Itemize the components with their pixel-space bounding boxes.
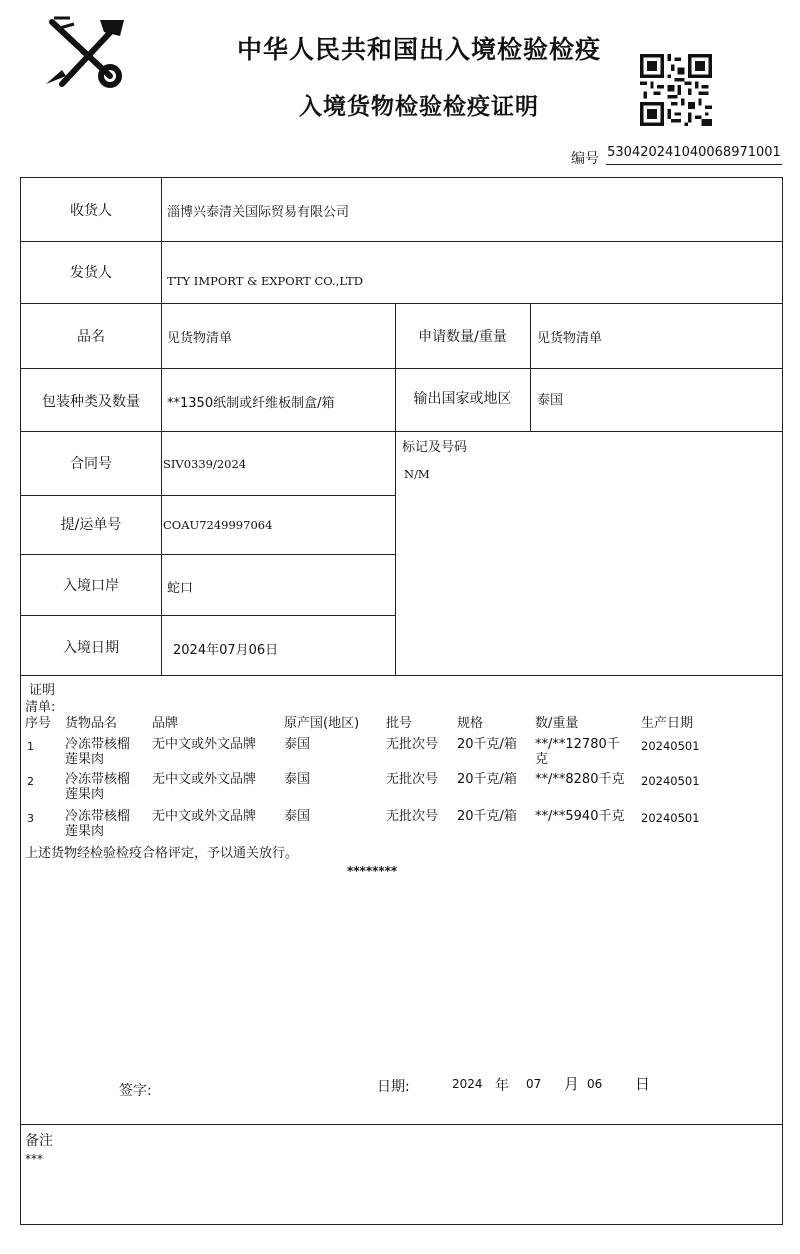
qr-code-icon xyxy=(640,54,712,126)
divider xyxy=(395,303,396,675)
remarks-value: *** xyxy=(25,1152,43,1166)
certificate-statement: 上述货物经检验检疫合格评定，予以通关放行。 xyxy=(25,846,299,861)
certificate-form xyxy=(20,177,783,1225)
date-day-unit: 日 xyxy=(635,1075,651,1093)
item-prod-date: 20240501 xyxy=(641,739,700,753)
item-qty: **/**5940千克 xyxy=(535,809,625,824)
goods-name-value: 见货物清单 xyxy=(167,331,233,346)
item-qty-cont: 克 xyxy=(535,752,549,767)
serial-label: 编号 xyxy=(571,151,599,167)
divider xyxy=(21,495,395,496)
divider xyxy=(21,368,782,369)
item-spec: 20千克/箱 xyxy=(457,809,517,824)
divider xyxy=(530,303,531,431)
date-label: 日期: xyxy=(377,1079,410,1095)
item-batch: 无批次号 xyxy=(386,809,439,824)
port-label: 入境口岸 xyxy=(63,578,119,594)
item-origin: 泰国 xyxy=(284,809,311,824)
item-name: 冷冻带核榴 xyxy=(65,809,131,824)
col-header-qty: 数/重量 xyxy=(535,716,579,731)
port-value: 蛇口 xyxy=(167,581,194,596)
date-year-unit: 年 xyxy=(495,1078,509,1094)
certificate-section-label: 证明 xyxy=(29,683,56,698)
divider xyxy=(21,1124,782,1125)
col-header-batch: 批号 xyxy=(386,716,413,731)
item-prod-date: 20240501 xyxy=(641,774,700,788)
package-value: **1350纸制或纤维板制盒/箱 xyxy=(167,396,335,411)
consignor-label: 发货人 xyxy=(70,265,112,281)
col-header-name: 货物品名 xyxy=(65,716,118,731)
date-year: 2024 xyxy=(452,1077,483,1091)
remarks-label: 备注 xyxy=(25,1133,53,1149)
date-month-unit: 月 xyxy=(564,1075,580,1093)
entry-date-value: 2024年07月06日 xyxy=(173,643,279,658)
entry-date-label: 入境日期 xyxy=(63,640,119,656)
marks-value: N/M xyxy=(404,467,430,481)
item-origin: 泰国 xyxy=(284,737,311,752)
contract-value: SIV0339/2024 xyxy=(163,457,247,471)
consignee-value: 淄博兴泰清关国际贸易有限公司 xyxy=(167,205,350,220)
item-batch: 无批次号 xyxy=(386,772,439,787)
marks-label: 标记及号码 xyxy=(402,440,468,455)
divider xyxy=(21,554,395,555)
col-header-origin: 原产国(地区) xyxy=(284,716,360,731)
divider xyxy=(21,615,395,616)
signature-label: 签字: xyxy=(119,1083,152,1099)
document-subtitle: 入境货物检验检疫证明 xyxy=(299,94,539,120)
item-no: 1 xyxy=(27,740,34,753)
col-header-spec: 规格 xyxy=(457,716,484,731)
date-month: 07 xyxy=(526,1077,542,1091)
list-label: 清单: xyxy=(25,700,56,715)
item-name-cont: 莲果肉 xyxy=(65,752,105,767)
bill-label: 提/运单号 xyxy=(60,517,122,533)
col-header-no: 序号 xyxy=(25,716,52,731)
serial-number: 530420241040068971001 xyxy=(606,145,782,165)
item-no: 2 xyxy=(27,775,34,788)
origin-country-label: 输出国家或地区 xyxy=(413,391,512,407)
date-day: 06 xyxy=(587,1077,603,1091)
item-qty: **/**12780千 xyxy=(535,737,620,752)
col-header-brand: 品牌 xyxy=(152,716,179,731)
item-brand: 无中文或外文品牌 xyxy=(152,772,257,787)
divider xyxy=(21,431,782,432)
bill-value: COAU7249997064 xyxy=(163,518,273,532)
item-prod-date: 20240501 xyxy=(641,811,700,825)
divider xyxy=(21,241,782,242)
item-spec: 20千克/箱 xyxy=(457,772,517,787)
item-name: 冷冻带核榴 xyxy=(65,737,131,752)
statement-stars: ******** xyxy=(347,864,398,878)
divider xyxy=(161,178,162,675)
quantity-value: 见货物清单 xyxy=(537,331,603,346)
item-origin: 泰国 xyxy=(284,772,311,787)
document-title: 中华人民共和国出入境检验检疫 xyxy=(236,35,601,64)
item-no: 3 xyxy=(27,812,34,825)
contract-label: 合同号 xyxy=(70,456,112,472)
item-name: 冷冻带核榴 xyxy=(65,772,131,787)
item-name-cont: 莲果肉 xyxy=(65,824,105,839)
item-name-cont: 莲果肉 xyxy=(65,787,105,802)
item-spec: 20千克/箱 xyxy=(457,737,517,752)
quantity-label: 申请数量/重量 xyxy=(418,329,507,345)
package-label: 包装种类及数量 xyxy=(42,394,140,410)
item-qty: **/**8280千克 xyxy=(535,772,625,787)
item-brand: 无中文或外文品牌 xyxy=(152,809,257,824)
divider xyxy=(21,303,782,304)
consignor-value: TTY IMPORT & EXPORT CO.,LTD xyxy=(167,274,363,288)
item-batch: 无批次号 xyxy=(386,737,439,752)
goods-name-label: 品名 xyxy=(77,329,105,345)
consignee-label: 收货人 xyxy=(70,203,112,219)
item-brand: 无中文或外文品牌 xyxy=(152,737,257,752)
origin-country-value: 泰国 xyxy=(537,393,564,408)
divider xyxy=(21,675,782,676)
col-header-prod-date: 生产日期 xyxy=(641,716,694,731)
